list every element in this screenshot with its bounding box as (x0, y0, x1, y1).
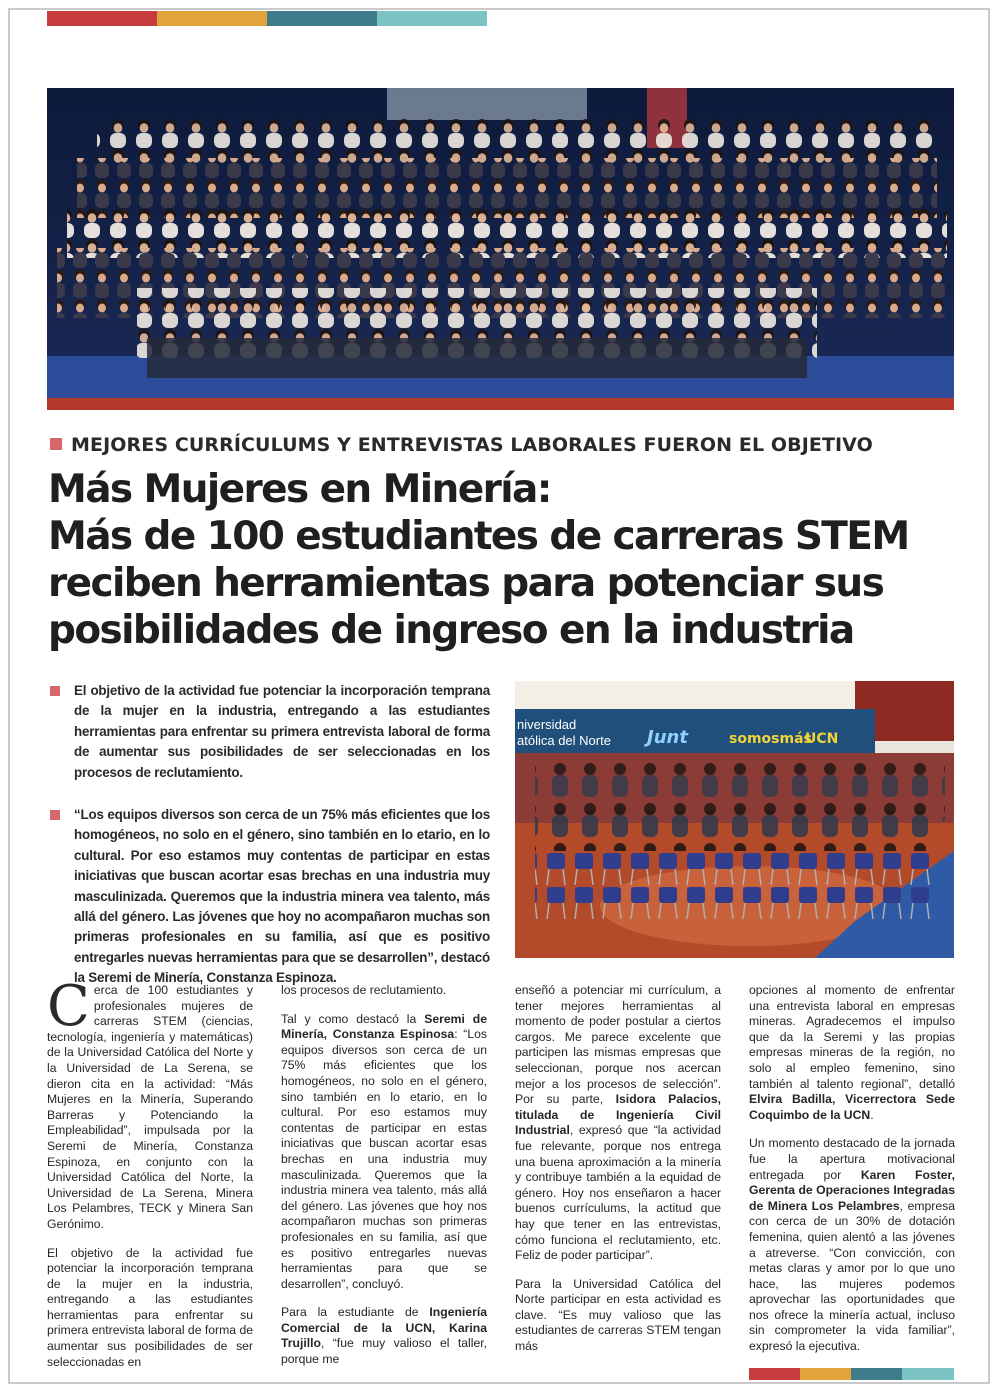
workshop-photo-illustration (515, 681, 954, 958)
paragraph-bold-name: Elvira Badilla, Vicerrectora Sede Coquimbo de la UCN (749, 1092, 955, 1122)
paragraph-text: Tal y como destacó la (281, 1011, 425, 1026)
paragraph-bold-name: Karen Foster, Gerenta de Operaciones Integradas de Minera Los Pelambres (749, 1167, 955, 1213)
banner-text-line-2: atólica del Norte (517, 733, 611, 748)
banner-slogan-c: UCN (805, 731, 839, 747)
summary-bullet-1-text: El objetivo de la actividad fue potenciar la incorporación temprana de la mujer en la industria, entregando a las estudiantes herramientas para enfrentar su primera entrevista laboral de forma de aumentar sus posibilidades de ser seleccionadas en los procesos de reclutamiento. (74, 683, 490, 780)
kicker-text: MEJORES CURRÍCULUMS Y ENTREVISTAS LABORALES FUERON EL OBJETIVO (71, 434, 873, 456)
paragraph (515, 1277, 721, 1355)
paragraph-text: Para la Universidad Católica del Norte participar en esta actividad es clave. “Es muy valioso que las estudiantes de carreras STEM tengan más (515, 1276, 721, 1354)
summary-bullet-2 (50, 805, 490, 989)
paragraph-text: opciones al momento de enfrentar una entrevista laboral en empresas mineras. Agradecemos el impulso que da la Seremi y las propias empresas mineras de la región, no solo al empleo femenino, sino también al talento regional”, detalló (749, 983, 955, 1091)
paragraph (47, 974, 253, 1233)
body-column-4 (749, 983, 955, 1368)
paragraph-text: erca de 100 estudiantes y profesionales mujeres de carreras STEM (ciencias, tecnología, ingeniería y matemáticas) de la Universidad Católica del Norte y la Universidad de La Serena, se dieron cita en la actividad: “Más Mujeres en la Minería, Superando Barreras y Potenciando la Empleabilidad”, impulsada por la Seremi de Minería, Constanza Espinoza, en conjunto con la Universidad Católica del Norte, la Universidad de La Serena, Minera Los Pelambres, TECK y Minera San Gerónimo. (47, 983, 253, 1231)
banner-slogan-a: Junt (647, 727, 688, 748)
paragraph (281, 1012, 487, 1293)
body-column-1 (47, 974, 253, 1383)
drop-cap: C (47, 974, 90, 1039)
paragraph-text: El objetivo de la actividad fue potenciar la incorporación temprana de la mujer en la industria, entregando a las estudiantes herramientas para enfrentar su primera entrevista laboral de forma de aumentar sus posibilidades de ser seleccionadas en (47, 1245, 253, 1369)
paragraph-text: , expresó que “la actividad fue relevante, porque nos entrega una buena aproximación a la minería y contribuye también a la equidad de género. Hoy nos enseñaron a hacer buenos currículums, la actitud que hay que tener en las entrevistas, cómo funciona el reclutamiento, etc. Feliz de poder participar”. (515, 1123, 721, 1263)
paragraph-bold-name: Ingeniería Comercial de la UCN, Karina Trujillo (281, 1305, 487, 1351)
headline-line-2: Más de 100 estudiantes de carreras STEM (48, 514, 909, 559)
stripe-yellow (157, 11, 267, 26)
paragraph (281, 1305, 487, 1367)
body-column-3 (515, 983, 721, 1368)
summary-bullet-2-text: “Los equipos diversos son cerca de un 75% más eficientes que los homogéneos, no solo en el género, sino también en lo etario, en lo cultural. Por eso estamos muy contentas de participar en estas iniciativas que buscan acortar esas brechas en una industria muy masculinizada. Queremos que la industria minera vea talento, más allá del género. Las jóvenes que hoy no acompañaron muchas son primeras profesionales en su familia, así que es positivo entregarles nuevas herramientas para que se desarrollen”, destacó la Seremi de Minería, Constanza Espinoza. (74, 807, 490, 986)
paragraph (515, 983, 721, 1264)
stripe-aqua (377, 11, 487, 26)
paragraph-text: : “Los equipos diversos son cerca de un 75% más eficientes que los homogéneos, no solo en el género, sino también en lo etario, en lo cultural. Por eso estamos muy contentas de participar en estas iniciativas que buscan acortar esas brechas en una industria muy masculinizada. Queremos que la industria minera vea talento, más allá del género. Las jóvenes que hoy nos acompañaron muchas son primeras profesionales en su familia, así que es positivo entregarles nuevas herramientas para que se desarrollen”, concluyó. (281, 1027, 487, 1291)
workshop-photo (515, 681, 954, 958)
paragraph-text: . (870, 1107, 874, 1122)
banner-slogan-b: somosmás (729, 731, 812, 747)
paragraph-text: , “fue muy valioso el taller, porque me (281, 1336, 487, 1367)
stripe-red (749, 1368, 800, 1380)
paragraph-text: enseñó a potenciar mi currículum, a tener mejores herramientas al momento de poder postular a ciertos cargos. Me parece excelente que participen las mismas empresas que seleccionan, porque nos acercan mejor a los procesos de selección”. Por su parte, (515, 983, 721, 1107)
paragraph-text: Para la estudiante de (281, 1305, 430, 1320)
summary-bullets (50, 681, 490, 989)
paragraph-bold-name: Isidora Palacios, titulada de Ingeniería Civil Industrial (515, 1092, 721, 1138)
headline-line-1: Más Mujeres en Minería: (48, 467, 551, 512)
stripe-red (47, 11, 157, 26)
paragraph (281, 983, 487, 999)
banner-text-line-1: niversidad (517, 717, 577, 732)
kicker-square-icon (50, 438, 62, 450)
headline-line-3: reciben herramientas para potenciar sus (48, 561, 884, 606)
group-photo (47, 88, 954, 410)
stripe-teal (267, 11, 377, 26)
paragraph-text: los procesos de reclutamiento. (281, 983, 447, 997)
paragraph (749, 983, 955, 1123)
stripe-yellow (800, 1368, 851, 1380)
paragraph (47, 1246, 253, 1371)
stripe-aqua (902, 1368, 954, 1380)
paragraph-text: , empresa con cerca de un 30% de dotación femenina, quien alentó a las jóvenes a atreverse. “Con convicción, con metas claras y amor por lo que uno hace, las mujeres podemos aprovechar las oportunidades que nos ofrece la minería actual, incluso sin comprometer la vida familiar”, expresó la ejecutiva. (749, 1198, 955, 1354)
headline-line-4: posibilidades de ingreso en la industria (48, 608, 854, 653)
stripe-teal (851, 1368, 902, 1380)
bullet-square-icon (50, 686, 60, 696)
paragraph-bold-name: Seremi de Minería, Constanza Espinosa (281, 1011, 488, 1042)
body-column-2 (281, 983, 487, 1381)
group-photo-illustration (47, 88, 954, 410)
summary-bullet-1 (50, 681, 490, 783)
paragraph (749, 1136, 955, 1354)
paragraph-text: Un momento destacado de la jornada fue la apertura motivacional entregada por (749, 1136, 955, 1182)
kicker (50, 434, 950, 456)
headline (48, 466, 968, 654)
bullet-square-icon (50, 810, 60, 820)
